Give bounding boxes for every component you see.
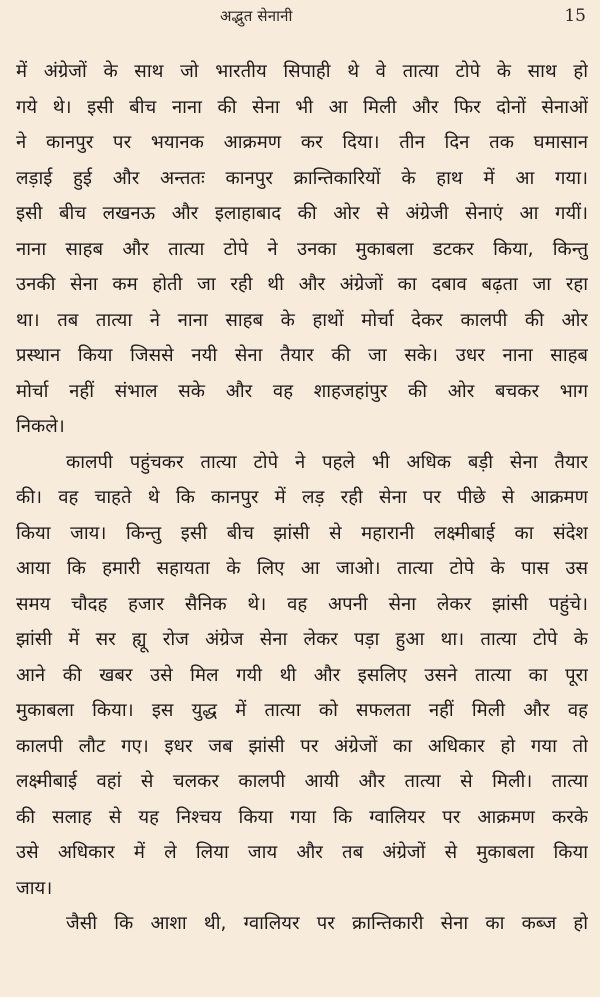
text-line: लड़ाई हुई और अन्ततः कानपुर क्रान्तिकारियों के हाथ में आ गया। <box>16 167 588 189</box>
paragraph-1 <box>16 54 588 445</box>
text-line: प्रस्थान किया जिससे नयी सेना तैयार की जा सके। उधर नाना साहब <box>16 345 588 366</box>
text-line: नाना साहब और तात्या टोपे ने उनका मुकाबला डटकर किया, किन्तु <box>16 238 588 260</box>
text-line: में अंग्रेजों के साथ जो भारतीय सिपाही थे वे तात्या टोपे के साथ हो <box>16 61 588 82</box>
text-line: की सलाह से यह निश्चय किया गया कि ग्वालियर पर आक्रमण करके <box>16 806 588 828</box>
text-line: ने कानपुर पर भयानक आक्रमण कर दिया। तीन दिन तक घमासान <box>16 132 588 153</box>
text-line: कालपी पहुंचकर तात्या टोपे ने पहले भी अधिक बड़ी सेना तैयार <box>66 451 588 473</box>
book-title: अद्भुत सेनानी <box>220 7 293 25</box>
text-line: लक्ष्मीबाई वहां से चलकर कालपी आयी और तात्या से मिली। तात्या <box>16 771 588 792</box>
paragraph-2 <box>16 445 588 907</box>
page-number: 15 <box>564 6 586 26</box>
text-line: आने की खबर उसे मिल गयी थी और इसलिए उसने तात्या का पूरा <box>16 664 588 686</box>
text-line: मोर्चा नहीं संभाल सके और वह शाहजहांपुर की ओर बचकर भाग <box>16 380 588 402</box>
paragraph-3 <box>16 906 588 942</box>
text-line: समय चौदह हजार सैनिक थे। वह अपनी सेना लेकर झांसी पहुंचे। <box>16 593 588 615</box>
text-line: झांसी में सर ह्यू रोज अंग्रेज सेना लेकर पड़ा हुआ था। तात्या टोपे के <box>16 629 588 650</box>
text-line: जाय। <box>16 877 53 899</box>
text-line: गये थे। इसी बीच नाना की सेना भी आ मिली और फिर दोनों सेनाओं <box>16 96 588 118</box>
text-line: इसी बीच लखनऊ और इलाहाबाद की ओर से अंग्रेजी सेनाएं आ गयीं। <box>16 203 588 224</box>
text-line: था। तब तात्या ने नाना साहब के हाथों मोर्चा देकर कालपी की ओर <box>16 309 588 331</box>
body-text <box>16 54 588 942</box>
text-line: किया जाय। किन्तु इसी बीच झांसी से महारानी लक्ष्मीबाई का संदेश <box>16 522 588 544</box>
text-line: निकले। <box>16 416 65 437</box>
text-line: कालपी लौट गए। इधर जब झांसी पर अंग्रेजों का अधिकार हो गया तो <box>16 735 588 757</box>
text-line: आया कि हमारी सहायता के लिए आ जाओ। तात्या टोपे के पास उस <box>16 558 588 579</box>
text-line: की। वह चाहते थे कि कानपुर में लड़ रही सेना पर पीछे से आक्रमण <box>16 487 588 508</box>
text-line: जैसी कि आशा थी, ग्वालियर पर क्रान्तिकारी सेना का कब्ज हो <box>66 913 588 934</box>
text-line: मुकाबला किया। इस युद्ध में तात्या को सफलता नहीं मिली और वह <box>16 700 588 721</box>
text-line: उसे अधिकार में ले लिया जाय और तब अंग्रेजों से मुकाबला किया <box>16 842 588 863</box>
text-line: उनकी सेना कम होती जा रही थी और अंग्रेजों का दबाव बढ़ता जा रहा <box>16 274 588 295</box>
running-header <box>0 4 600 30</box>
